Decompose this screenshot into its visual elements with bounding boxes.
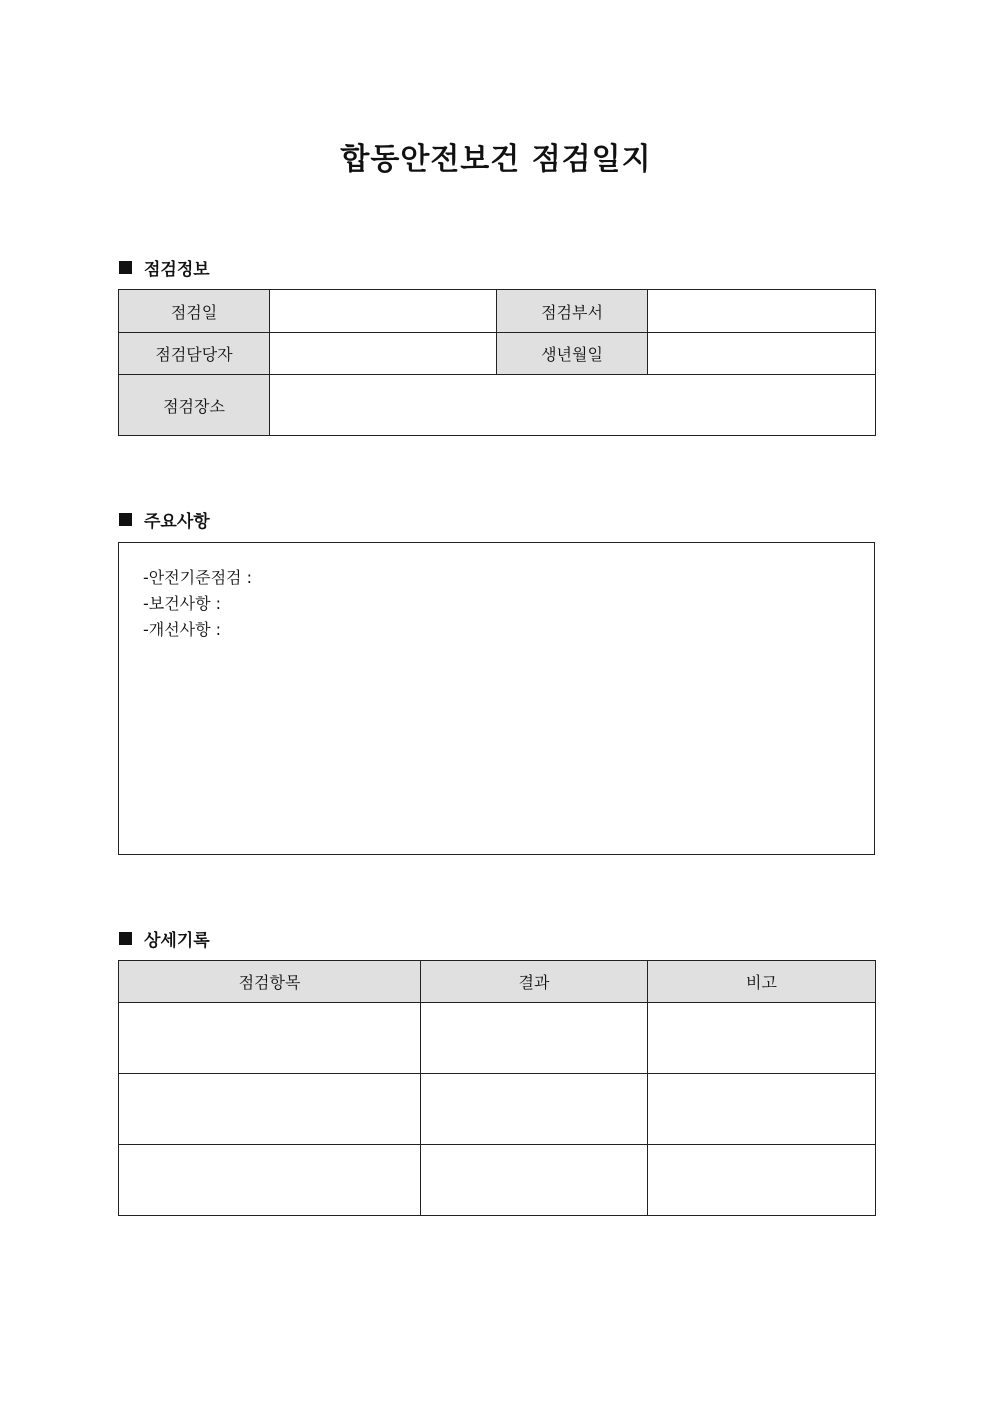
- location-value-cell[interactable]: [270, 375, 876, 436]
- location-label: 점검장소: [119, 375, 270, 436]
- item-cell[interactable]: [119, 1003, 421, 1074]
- result-cell[interactable]: [421, 1145, 648, 1216]
- notes-section-title: 주요사항: [144, 512, 210, 532]
- table-row: [119, 1074, 876, 1145]
- item-cell[interactable]: [119, 1145, 421, 1216]
- table-row: [119, 1003, 876, 1074]
- info-section-title: 점검정보: [144, 260, 210, 280]
- remarks-cell[interactable]: [648, 1003, 876, 1074]
- note-health: -보건사항 :: [143, 594, 222, 613]
- info-section-heading: [119, 255, 210, 280]
- result-cell[interactable]: [421, 1003, 648, 1074]
- note-improvement: -개선사항 :: [143, 620, 222, 639]
- table-row: [119, 1145, 876, 1216]
- birthdate-value-cell[interactable]: [648, 333, 876, 375]
- column-header-result: 결과: [421, 961, 648, 1003]
- column-header-item: 점검항목: [119, 961, 421, 1003]
- note-safety-standard: -안전기준점검 :: [143, 568, 252, 587]
- detail-section-title: 상세기록: [144, 931, 210, 951]
- inspector-value-cell[interactable]: [270, 333, 497, 375]
- notes-box[interactable]: [118, 542, 875, 855]
- result-cell[interactable]: [421, 1074, 648, 1145]
- square-bullet-icon: [119, 513, 132, 526]
- document-title: 합동안전보건 점검일지: [340, 142, 652, 177]
- column-header-remarks: 비고: [648, 961, 876, 1003]
- remarks-cell[interactable]: [648, 1145, 876, 1216]
- detail-table: [118, 960, 876, 1216]
- detail-section-heading: [119, 926, 210, 951]
- square-bullet-icon: [119, 261, 132, 274]
- department-label: 점검부서: [497, 290, 648, 333]
- notes-section-heading: [119, 507, 210, 532]
- remarks-cell[interactable]: [648, 1074, 876, 1145]
- square-bullet-icon: [119, 932, 132, 945]
- department-value-cell[interactable]: [648, 290, 876, 333]
- info-table: [118, 289, 876, 436]
- inspector-label: 점검담당자: [119, 333, 270, 375]
- date-label: 점검일: [119, 290, 270, 333]
- item-cell[interactable]: [119, 1074, 421, 1145]
- date-value-cell[interactable]: [270, 290, 497, 333]
- birthdate-label: 생년월일: [497, 333, 648, 375]
